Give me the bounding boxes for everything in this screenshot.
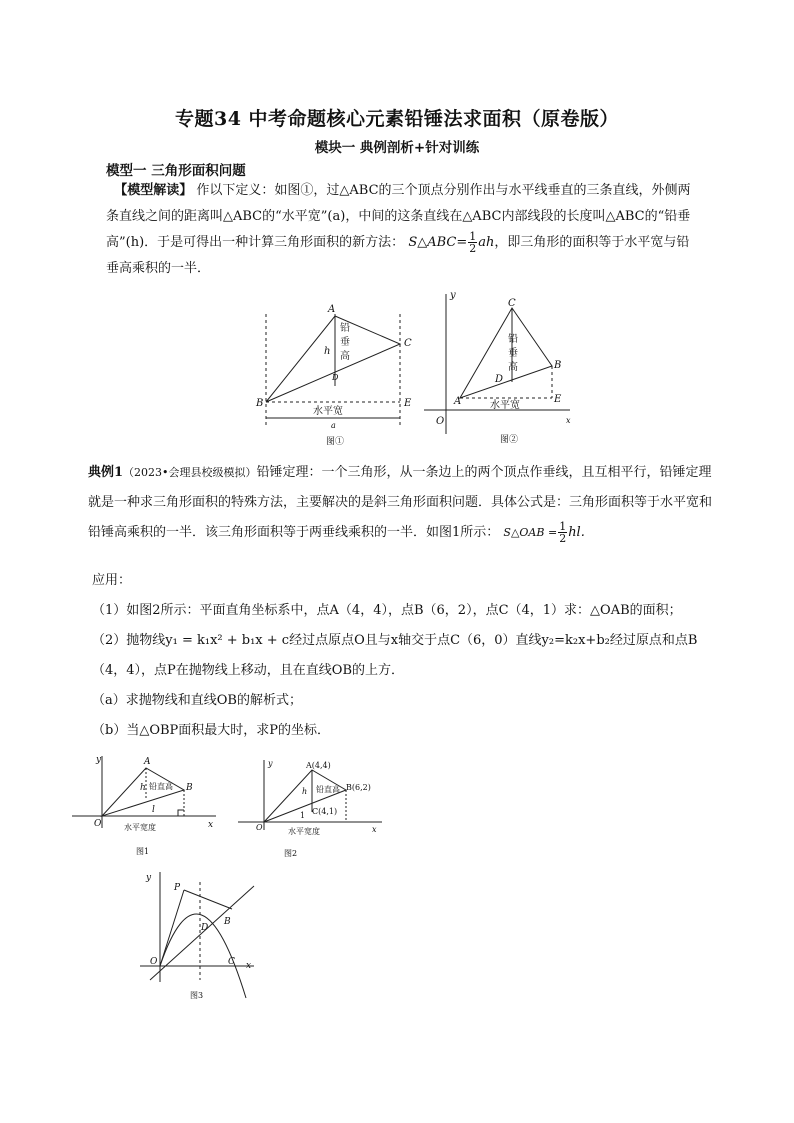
fig2-vert-1: 铅	[508, 334, 518, 345]
model-explanation	[106, 178, 702, 282]
figA-label-A: A	[144, 757, 151, 767]
fig1-label-B: B	[256, 398, 264, 409]
figB-label-C: C(4,1)	[312, 807, 338, 816]
fig1-vert-3: 高	[340, 351, 350, 362]
fig2-vert-3: 高	[508, 362, 518, 373]
figure-B	[232, 756, 392, 860]
figB-label-l: 1	[300, 811, 306, 820]
figB-vert: 铅直高	[316, 785, 340, 794]
fig2-label-A: A	[454, 396, 462, 407]
figC-label-C: C	[228, 957, 235, 967]
fig1-label-C: C	[404, 338, 412, 349]
model-text-2: ，即三角形的面积等于水平宽与铅垂高乘积的一半．	[106, 235, 690, 276]
figB-label-O: O	[256, 823, 263, 832]
fig1-label-E: E	[404, 398, 412, 409]
figB-label-y: y	[268, 759, 273, 768]
question-2a: （a）求抛物线和直线OB的解析式；	[92, 693, 302, 708]
question-1: （1）如图2所示：平面直角坐标系中，点A（4，4），点B（6，2），点C（4，1）求：△OAB的面积；	[92, 603, 682, 618]
example-source: （2023•会理县校级模拟）	[123, 466, 257, 479]
figA-vert: 铅直高	[149, 782, 173, 791]
example-label: 典例1	[88, 465, 124, 480]
page-title: 专题34 中考命题核心元素铅锤法求面积（原卷版）	[174, 108, 620, 130]
fig2-label-O: O	[436, 416, 445, 427]
fig2-width-label: 水平宽	[490, 400, 520, 411]
figC-label-x: x	[246, 961, 252, 971]
fig2-label-D: D	[495, 374, 504, 385]
example-formula-lhs: S△OAB =	[503, 526, 558, 539]
question-2: （2）抛物线y₁ = k₁x² + b₁x + c经过点原点O且与x轴交于点C（6，0）直线y₂=k₂x+b₂经过原点和点B（4，4），点P在抛物线上移动，且在直线OB的上方．	[92, 633, 698, 678]
figB-label-h: h	[302, 787, 308, 796]
figB-label-B: B(6,2)	[346, 783, 371, 792]
fig2-label-E: E	[554, 394, 562, 405]
formula-rhs: ah	[478, 235, 495, 250]
figB-label-x: x	[372, 825, 377, 834]
figB-width: 水平宽度	[288, 827, 320, 836]
figB-caption: 图2	[284, 849, 298, 858]
fig1-label-h: h	[324, 346, 331, 357]
model-text-1: 作以下定义：如图①，过△ABC的三个顶点分别作出与水平线垂直的三条直线，外侧两条直线之间的距离叫△ABC的“水平宽”(a)，中间的这条直线在△ABC内部线段的长度叫△ABC的“铅垂高”(h)．于是可得出一种计算三角形面积的新方法：	[106, 183, 691, 250]
fig1-label-A: A	[328, 304, 336, 315]
figure-A	[66, 752, 226, 858]
fig1-label-D: D	[332, 373, 339, 382]
formula-fraction: $\frac{1}{2}$	[469, 230, 477, 255]
example-formula-rhs: hl.	[568, 525, 585, 540]
fig2-caption: 图②	[500, 435, 519, 445]
fig1-vert-1: 铅	[340, 323, 350, 334]
figC-label-D: D	[201, 923, 209, 933]
example-text: 铅锤定理：一个三角形，从一条边上的两个顶点作垂线，且互相平行，铅锤定理就是一种求三角形面积的特殊方法，主要解决的是斜三角形面积问题．具体公式是：三角形面积等于水平宽和铅锤高乘积的一半．该三角形面积等于两垂线乘积的一半．如图1所示：	[88, 465, 713, 540]
figC-label-y: y	[146, 873, 152, 883]
figA-label-h: h	[140, 783, 146, 793]
figure-2	[420, 288, 578, 448]
figA-label-O: O	[94, 819, 102, 829]
figC-label-P: P	[174, 883, 181, 893]
module-subtitle: 模块一 典例剖析+针对训练	[314, 140, 480, 156]
fig2-label-C: C	[508, 298, 516, 309]
figC-label-O: O	[150, 957, 158, 967]
section-heading: 模型一 三角形面积问题	[106, 163, 246, 179]
figA-label-x: x	[208, 820, 214, 830]
figB-label-A: A(4,4)	[306, 761, 331, 770]
fig1-caption: 图①	[326, 437, 345, 447]
figA-caption: 图1	[136, 847, 150, 856]
fig2-vert-2: 垂	[508, 348, 518, 359]
fig2-label-B: B	[554, 360, 562, 371]
figure-1	[250, 298, 420, 448]
fig2-label-y: y	[450, 290, 456, 301]
figA-label-B: B	[186, 783, 193, 793]
figure-C	[136, 868, 266, 1006]
apply-label: 应用：	[92, 573, 132, 588]
example-block	[88, 458, 714, 548]
figC-caption: 图3	[190, 991, 204, 1000]
figC-label-B: B	[224, 917, 231, 927]
fig2-label-x: x	[566, 416, 571, 425]
question-2b: （b）当△OBP面积最大时，求P的坐标．	[92, 723, 331, 738]
figA-label-l: l	[152, 805, 155, 815]
model-label: 【模型解读】	[114, 183, 193, 198]
figA-label-y: y	[96, 755, 102, 765]
formula-lhs: S△ABC=	[408, 235, 468, 250]
example-formula-fraction: $\frac{1}{2}$	[559, 520, 567, 545]
fig1-label-a: a	[331, 421, 336, 430]
figA-width: 水平宽度	[124, 823, 156, 832]
fig1-width-label: 水平宽	[313, 406, 343, 417]
fig1-vert-2: 垂	[340, 337, 350, 348]
